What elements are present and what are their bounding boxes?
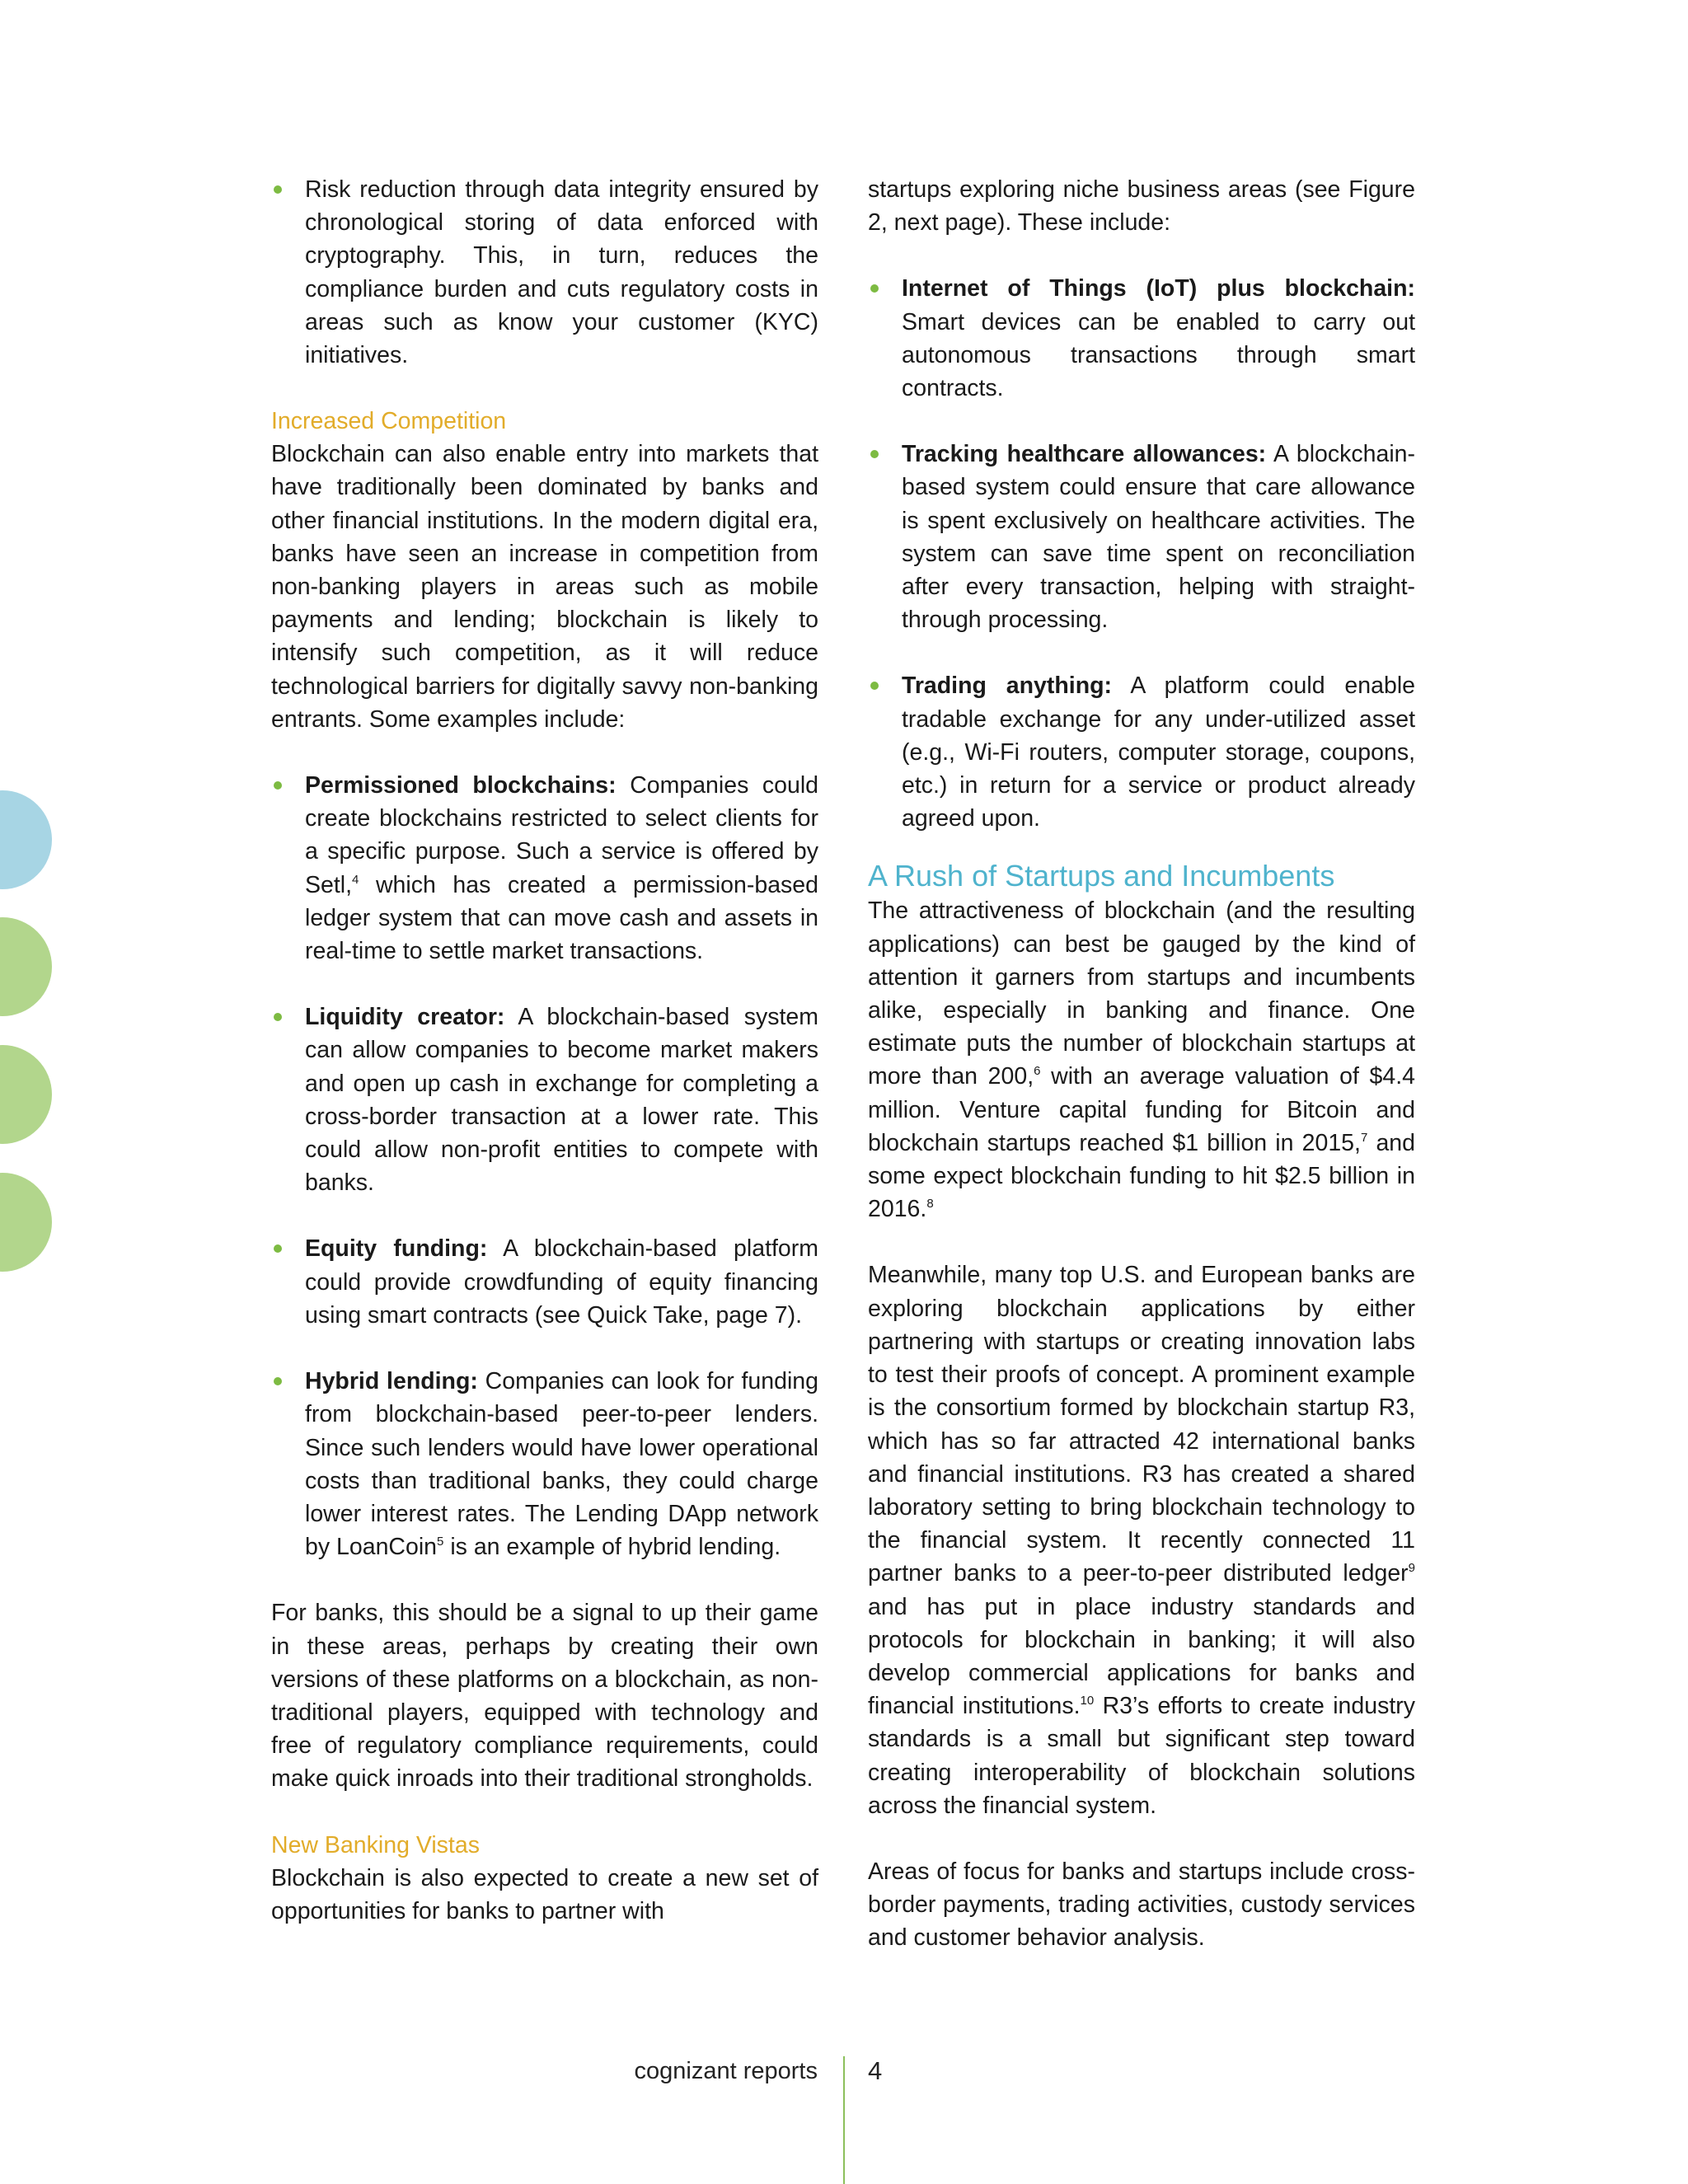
bullet-term: Liquidity creator:	[305, 1004, 505, 1031]
bullet-trading-anything	[868, 669, 1415, 835]
footnote-ref: 8	[926, 1197, 934, 1212]
bullet-text: Companies can look for funding from blockchain-based peer-to-peer lenders. Since such lenders would have lower operational costs than traditional banks, they could charge lower interest rates. The Lending DApp network by LoanCoin	[305, 1368, 818, 1561]
bullet-healthcare-allowances	[868, 438, 1415, 636]
bullet-dot	[870, 450, 879, 458]
bullet-text: Risk reduction through data integrity ensured by chronological storing of data enforced with cryptography. This, in turn, reduces the compliance burden and cuts regulatory costs in areas such as know your customer (KYC) initiatives.	[305, 176, 818, 369]
bullet-hybrid-lending	[271, 1365, 818, 1563]
subheading-new-banking-vistas: New Banking Vistas	[271, 1831, 480, 1858]
footer-publication-name: cognizant reports	[634, 2058, 818, 2084]
risk-bullet-list	[271, 173, 818, 372]
bullet-liquidity-creator	[271, 1001, 818, 1199]
paragraph-text: Meanwhile, many top U.S. and European banks are exploring blockchain applications by either partnering with startups or creating innovation labs to test their proofs of concept. A prominent example is the consortium formed by blockchain startup R3, which has so far attracted 42 international banks and financial institutions. R3 has created a shared laboratory setting to bring blockchain technology to the financial system. It recently connected 11 partner banks to a peer-to-peer distributed ledger	[868, 1262, 1415, 1587]
bullet-term: Trading anything:	[902, 673, 1113, 700]
vistas-paragraph: Blockchain is also expected to create a new set of opportunities for banks to partner with	[271, 1864, 818, 1924]
paragraph-text: with an average valuation of $4.4 million. Venture capital funding for Bitcoin and blockchain startups reached $1 billion in 2015,	[868, 1063, 1415, 1156]
decorative-circle-green-3	[0, 1173, 52, 1272]
bullet-text: A blockchain-based system can allow companies to become market makers and open up cash in exchange for completing a cross-border transaction at a lower rate. This could allow non-profit entities to compete with banks.	[305, 1004, 818, 1197]
footnote-ref: 9	[1408, 1561, 1415, 1576]
bullet-text: which has created a permission-based ledger system that can move cash and assets in real-time to settle market transactions.	[305, 871, 818, 965]
paragraph-text: R3’s efforts to create industry standards is a small but significant step toward creating interoperability of blockchain solutions across the financial system.	[868, 1693, 1416, 1819]
bullet-text: A platform could enable tradable exchange for any under-utilized asset (e.g., Wi-Fi routers, computer storage, coupons, etc.) in return for a service or product already agreed upon.	[902, 673, 1416, 832]
bullet-term: Internet of Things (IoT) plus blockchain:	[902, 275, 1415, 302]
footnote-ref: 4	[352, 872, 359, 887]
focus-areas-paragraph: Areas of focus for banks and startups include cross-border payments, trading activities, custody services and customer behavior analysis.	[868, 1858, 1415, 1952]
bullet-text: A blockchain-based system could ensure that care allowance is spent exclusively on healthcare activities. The system can save time spent on reconciliation after every transaction, helping with straight-through processing.	[902, 441, 1415, 634]
bullet-dot	[274, 1244, 282, 1253]
rush-paragraph	[868, 894, 1415, 1226]
right-column	[868, 173, 1415, 1988]
footnote-ref: 5	[437, 1535, 444, 1549]
bullet-dot	[870, 682, 879, 690]
competition-paragraph: Blockchain can also enable entry into markets that have traditionally been dominated by banks and other financial institutions. In the modern digital era, banks have seen an increase in competition from non-banking players in areas such as mobile payments and lending; blockchain is likely to intensify such competition, as it will reduce technological barriers for digitally savvy non-banking entrants. Some examples include:	[271, 441, 818, 733]
niche-areas-bullet-list	[868, 272, 1415, 835]
bullet-equity-funding	[271, 1232, 818, 1332]
banks-exploring-paragraph	[868, 1258, 1415, 1821]
footnote-ref: 6	[1034, 1064, 1041, 1079]
decorative-circle-green-2	[0, 1045, 52, 1144]
paragraph-text: and has put in place industry standards and protocols for blockchain in banking; it will also develop commercial applications for banks and financial institutions.	[868, 1593, 1415, 1720]
decorative-circle-blue	[0, 790, 52, 889]
decorative-circle-green-1	[0, 917, 52, 1016]
bullet-text: Companies could create blockchains restricted to select clients for a specific purpose. Such a service is offered by Setl,	[305, 772, 818, 898]
examples-bullet-list	[271, 769, 818, 1563]
bullet-dot	[274, 185, 282, 194]
bullet-term: Permissioned blockchains:	[305, 772, 617, 799]
bullet-risk-reduction	[271, 173, 818, 372]
startups-intro-paragraph: startups exploring niche business areas (see Figure 2, next page). These include:	[868, 176, 1415, 237]
left-column	[271, 173, 818, 1961]
footer-divider	[843, 2056, 845, 2184]
subheading-increased-competition: Increased Competition	[271, 408, 507, 435]
footnote-ref: 7	[1360, 1130, 1368, 1145]
page-number: 4	[868, 2056, 883, 2085]
bullet-text: is an example of hybrid lending.	[450, 1534, 781, 1561]
bullet-dot	[274, 1013, 282, 1021]
bullet-dot	[274, 781, 282, 790]
bullet-term: Hybrid lending:	[305, 1368, 478, 1395]
bullet-text: Smart devices can be enabled to carry out autonomous transactions through smart contracts.	[902, 308, 1415, 402]
bullet-text: A blockchain-based platform could provide crowdfunding of equity financing using smart contracts (see Quick Take, page 7).	[305, 1235, 818, 1329]
bullet-permissioned-blockchains	[271, 769, 818, 968]
banks-signal-paragraph: For banks, this should be a signal to up their game in these areas, perhaps by creating their own versions of these platforms on a blockchain, as non-traditional players, equipped with technology and free of regulatory compliance requirements, could make quick inroads into their traditional strongholds.	[271, 1600, 818, 1793]
bullet-dot	[274, 1377, 282, 1385]
bullet-term: Equity funding:	[305, 1235, 488, 1263]
bullet-iot-blockchain	[868, 272, 1415, 405]
section-title-rush-of-startups: A Rush of Startups and Incumbents	[868, 859, 1335, 893]
bullet-dot	[870, 284, 879, 293]
paragraph-text: and some expect blockchain funding to hit $2.5 billion in 2016.	[868, 1129, 1415, 1223]
bullet-term: Tracking healthcare allowances:	[902, 441, 1267, 468]
paragraph-text: The attractiveness of blockchain (and the resulting applications) can best be gauged by the kind of attention it garners from startups and incumbents alike, especially in banking and finance. One estimate puts the number of blockchain startups at more than 200,	[868, 898, 1415, 1090]
footnote-ref: 10	[1080, 1694, 1095, 1708]
